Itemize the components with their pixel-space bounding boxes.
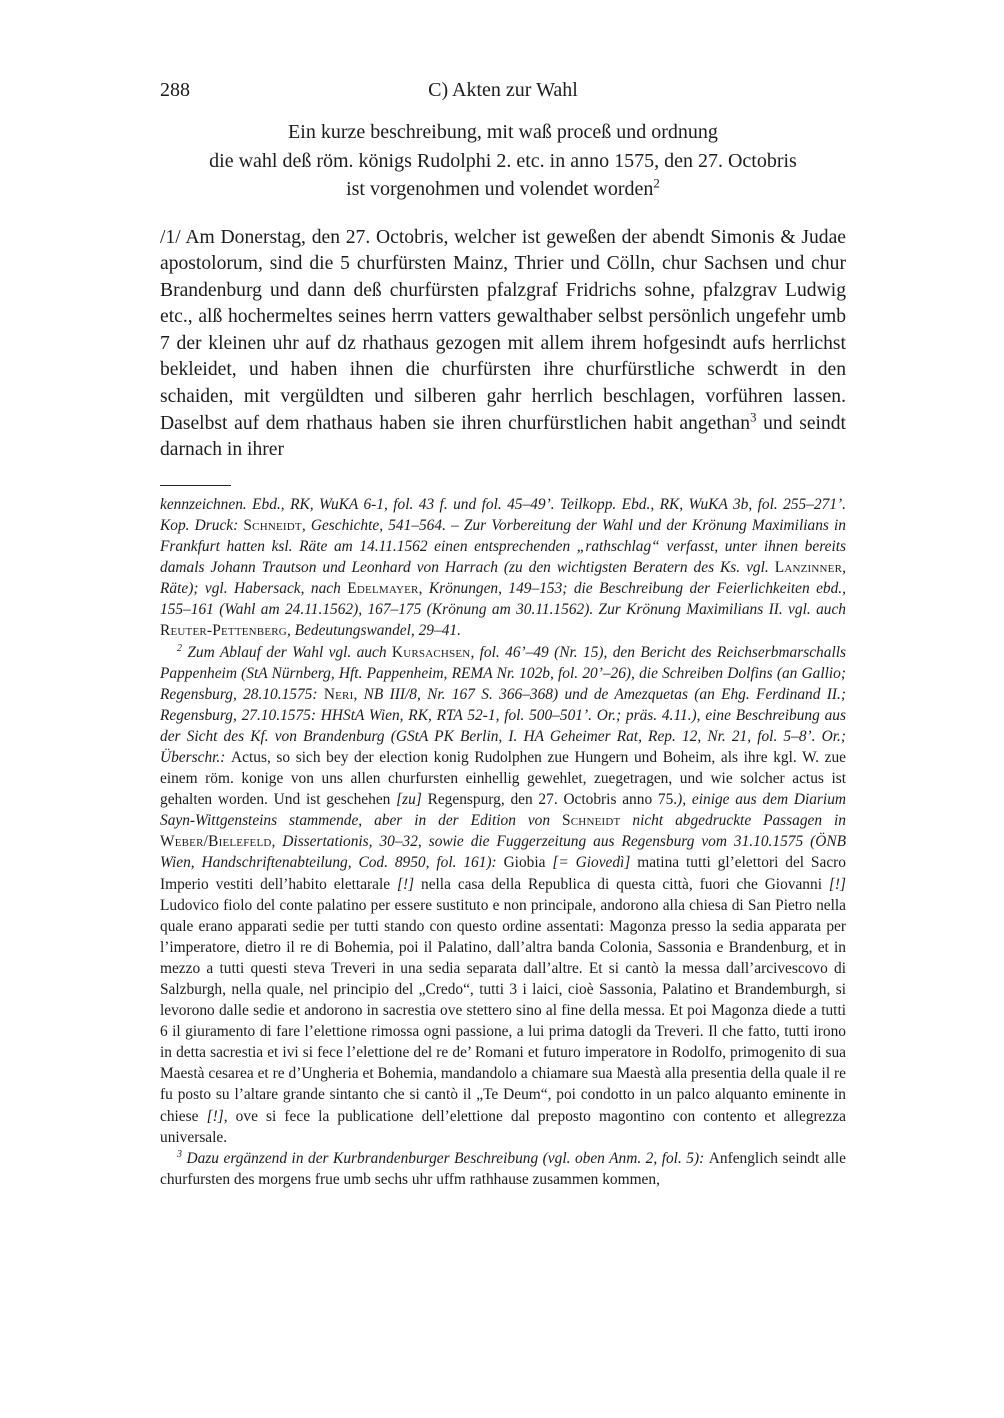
- text-segment: , Krönungen, 149–153; die Beschreibung der Feierlichkeiten ebd., 155–161 (Wahl am 24.11.1562), 167–175 (Krönung am 30.11.1562). Zur Krönung Maximilians II. vgl. auch: [160, 580, 846, 619]
- footnote-continuation: [160, 494, 846, 642]
- body-paragraph: [160, 225, 846, 464]
- text-segment: nicht abgedruckte Passagen in: [620, 812, 846, 830]
- text-segment: ist vorgenohmen und volendet worden: [346, 178, 654, 200]
- smallcaps-author-name: Kursachsen: [391, 643, 471, 661]
- text-segment: , Dissertationis, 30–32, sowie die Fuggerzeitung aus Regensburg vom 31.10.1575 (ÖNB Wien, Handschriftenabteilung, Cod. 8950, fol. 161):: [160, 833, 846, 872]
- text-segment: ), einige aus dem Diarium Sayn-Wittgensteins stammende, aber in der Edition von: [160, 791, 846, 830]
- text-segment: Actus, so sich bey der election konig Rudolphen zue Hungern und Boheim, als ihre kgl. W. zue einem röm. konige von uns allen churfursten einhellig gewehlet, zuegetragen, und wie solcher actus ist gehalten worden. Und ist geschehen: [160, 748, 847, 809]
- text-segment: , Räte); vgl. Habersack, nach: [160, 559, 846, 598]
- title-line-2: [160, 147, 846, 176]
- footnote-ref-superscript: 2: [653, 175, 660, 191]
- page-number: 288: [160, 79, 190, 101]
- text-segment: Zum Ablauf der Wahl vgl. auch: [182, 643, 392, 661]
- text-segment: [!]: [206, 1107, 224, 1125]
- text-segment: /1/ Am Donerstag, den 27. Octobris, welcher ist geweßen der abendt Simonis & Judae apostolorum, sind die 5 churfürsten Mainz, Thrier und Cölln, chur Sachsen und chur Brandenburg und dann deß churfürsten pfalzgraf Fridrichs sohne, pfalzgrav Ludwig etc., alß hochermeltes seines herrn vatters gewalthaber selbst persönlich ungefehr umb 7 der kleinen uhr auf dz rhathaus gezogen mit allem ihrem hofgesindt aufs herrlichst bekleidet, und haben ihnen die churfürsten ihre churfürstliche schwerdt in den schaiden, mit vergüldten und silberen gahr herrlich beschlagen, vorführen lassen. Daselbst auf dem rhathaus haben sie ihren churfürstlichen habit angethan: [160, 226, 846, 434]
- text-segment: Regenspurg, den 27. Octobris anno 75.: [421, 791, 678, 809]
- text-segment: Ein kurze beschreibung, mit waß proceß und ordnung: [288, 121, 718, 143]
- smallcaps-author-name: Lanzinner: [774, 559, 843, 577]
- footnote-3: [160, 1148, 846, 1190]
- title-line-3: [160, 175, 846, 204]
- text-segment: [!]: [397, 875, 415, 893]
- text-segment: und seindt darnach in ihrer: [160, 412, 846, 461]
- text-segment: , ove si fece la publicatione dell’elettione dal preposto magontino con contento et allegrezza universale.: [160, 1107, 846, 1146]
- text-segment: , Bedeutungswandel, 29–41.: [286, 622, 461, 640]
- smallcaps-author-name: Weber/Bielefeld: [160, 833, 272, 851]
- footnote-2: [160, 642, 846, 1148]
- footnotes-block: [160, 494, 846, 1190]
- text-segment: die wahl deß röm. königs Rudolphi 2. etc. in anno 1575, den 27. Octobris: [209, 149, 797, 172]
- text-segment: , NB III/8, Nr. 167 S. 366–368) und de Amezquetas (an Ehg. Ferdinand II.; Regensburg, 27.10.1575: HHStA Wien, RK, RTA 52-1, fol. 500–501’. Or.; präs. 4.11.), eine Beschreibung aus der Sicht des Kf. von Brandenburg (GStA PK Berlin, I. HA Geheimer Rat, Rep. 12, Nr. 21, fol. 5–8’. Or.; Überschr.:: [160, 685, 846, 766]
- smallcaps-author-name: Schneidt: [562, 812, 621, 830]
- text-segment: , fol. 46’–49 (Nr. 15), den Bericht des Reichserbmarschalls Pappenheim (StA Nürnberg, Hft. Pappenheim, REMA Nr. 102b, fol. 20’–26), die Schreiben Dolfins (an Gallio; Regensburg, 28.10.1575:: [160, 643, 846, 703]
- text-segment: [= Giovedì]: [552, 854, 631, 872]
- text-segment: Dazu ergänzend in der Kurbrandenburger Beschreibung (vgl. oben Anm. 2, fol. 5):: [182, 1149, 709, 1167]
- text-segment: nella casa della Republica di questa città, fuori che Giovanni: [414, 875, 829, 893]
- text-segment: matina tutti gl’elettori del Sacro Imperio vestiti dell’habito elettarale: [160, 854, 846, 893]
- text-segment: [zu]: [396, 791, 422, 809]
- text-block: [160, 78, 846, 1190]
- title-line-1: [160, 118, 846, 147]
- footnote-separator-rule: [160, 485, 231, 486]
- text-segment: Giobia: [503, 854, 553, 872]
- document-title: [160, 118, 846, 204]
- smallcaps-author-name: Schneidt: [243, 516, 302, 534]
- text-segment: Ludovico fiolo del conte palatino per essere sustituto e non principale, andorono alla chiesa di San Pietro nella quale erano apparati sedie per tutti stando con questo ordine assentati: Magonza presso la sedia apparata per l’imperatore, dietro il re di Bohemia, poi il Palatino, dall’altra banda Colonia, Sassonia e Brandenburg, et in mezzo a tutti questi steva Treveri in una sedia separata dall’altre. Et si cantò la messa dall’arcivescovo di Salzburgh, nella quale, nel principio del „Credo“, tutti 3 i laici, cioè Sassonia, Palatino et Brandemburgh, si levorono dalle sedie et andorono in sacrestia ove stettero sino al fine della messa. Et poi Magonza diede a tutti 6 il giuramento di fare l’elettione rimossa ogni passione, a lui prima datogli da Treveri. Il che fatto, tutti irono in detta sacrestia et ivi si fece l’elettione del re de’ Romani et futuro imperatore in Rodolfo, primogenito di sua Maestà cesarea et re d’Ungheria et Bohemia, mandandolo a chiamare sua Maestà alla presentia della quale il re fu posto su l’altare grande sintanto che si cantò il „Te Deum“, poi condotto in un palco alquanto eminente in chiese: [160, 896, 846, 1125]
- smallcaps-author-name: Neri: [323, 685, 354, 703]
- page-header: [160, 78, 846, 102]
- text-segment: kennzeichnen. Ebd., RK, WuKA 6-1, fol. 43 f. und fol. 45–49’. Teilkopp. Ebd., RK, WuKA 3b, fol. 255–271’. Kop. Druck:: [160, 495, 846, 534]
- footnote-ref-superscript: 2: [177, 642, 182, 654]
- running-head: C) Akten zur Wahl: [428, 79, 578, 101]
- text-segment: Anfenglich seindt alle churfursten des morgens frue umb sechs uhr uffm rathhause zusammen kommen,: [160, 1149, 846, 1188]
- text-segment: [!]: [828, 875, 846, 893]
- smallcaps-author-name: Reuter-Pettenberg: [160, 622, 287, 640]
- footnote-ref-superscript: 3: [177, 1148, 182, 1160]
- smallcaps-author-name: Edelmayer: [347, 580, 419, 598]
- text-segment: , Geschichte, 541–564. – Zur Vorbereitung der Wahl und der Krönung Maximilians in Frankfurt hatten ksl. Räte am 14.11.1562 einen entsprechenden „rathschlag“ verfasst, unter ihnen bereits damals Johann Trautson und Leonhard von Harrach (zu den wichtigsten Beratern des Ks. vgl.: [160, 516, 846, 577]
- footnote-ref-superscript: 3: [750, 410, 757, 425]
